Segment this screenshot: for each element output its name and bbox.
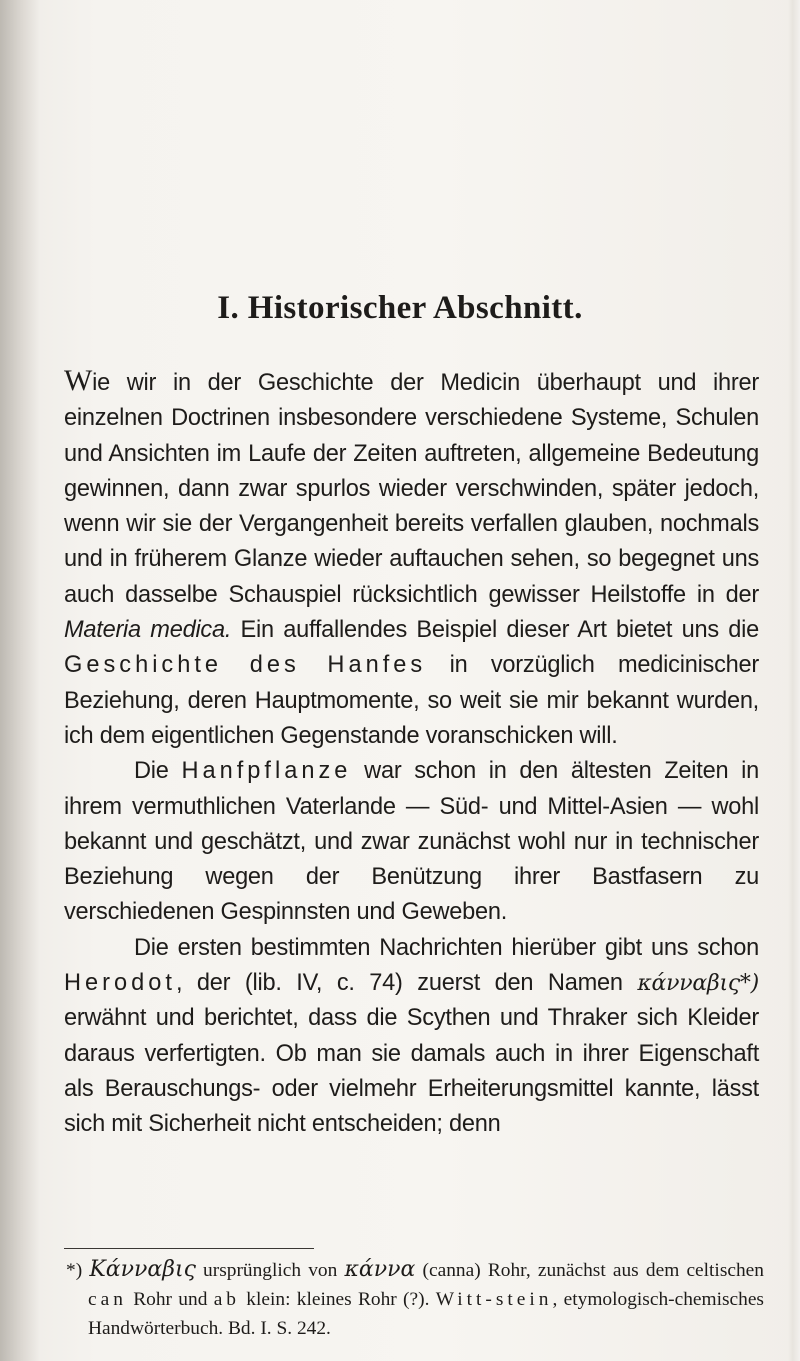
greek-kannabis: κάνναβις*) [637,971,759,997]
footnote-greek-kannabis: Κάνναβις [89,1257,196,1282]
emphasis-materia-medica: Materia medica. [64,617,232,644]
page-gutter-shadow [0,0,40,1361]
paragraph-2: Die Hanfpflanze war schon in den ältesten Zeiten in ihrem vermuthlichen Vaterlande — Süd- und Mittel-Asien — wohl bekannt und geschätzt, und zwar zunächst wohl nur in technischer Beziehung wegen der Benützung ihrer Bastfasern zu verschiedenen Gespinnsten und Geweben. [64,758,759,926]
footnote-greek-kanna: κάννα [344,1257,416,1282]
footnote-rule [64,1248,314,1249]
paragraph-1: Wie wir in der Geschichte der Medicin überhaupt und ihrer einzelnen Doctrinen insbesondere verschiedene Systeme, Schulen und Ansichten im Laufe der Zeiten auftreten, allgemeine Bedeutung gewinnen, dann zwar spurlos wieder verschwinden, später jedoch, wenn wir sie der Vergangenheit bereits verfallen glauben, nochmals und in früherem Glanze wieder auftauchen sehen, so begegnet uns auch dasselbe Schauspiel rücksichtlich gewisser Heilstoffe in der Materia medica. Ein auffallendes Beispiel dieser Art bietet uns die Geschichte des Hanfes in vorzüglich medicinischer Beziehung, deren Hauptmomente, so weit sie mir bekannt wurden, ich dem eigentlichen Gegenstande voranschicken will. [64,364,760,749]
footnote: *) Κάνναβις ursprünglich von κάννα (canna) Rohr, zunächst aus dem celtischen can Rohr und ab klein: kleines Rohr (?). Witt-stein, etymologisch-chemisches Handwörterbuch. Bd. I. S. 242. [66,1257,764,1339]
body-text [64,366,759,1143]
spaced-geschichte-des-hanfes: Geschichte des Hanfes [64,652,427,679]
spaced-herodot: Herodot [64,970,176,997]
section-title: I. Historischer Abschnitt. [217,290,583,326]
spaced-hanfpflanze: Hanfpflanze [181,758,352,785]
paragraph-3: Die ersten bestimmten Nachrichten hierüber gibt uns schon Herodot, der (lib. IV, c. 74) zuerst den Namen κάνναβις*) erwähnt und berichtet, dass die Scythen und Thraker sich Kleider daraus verfertigten. Ob man sie damals auch in ihrer Eigenschaft als Berauschungs- oder vielmehr Erheiterungsmittel kannte, lässt sich mit Sicherheit nicht entscheiden; denn [64,934,759,1138]
footnote-author: Witt-stein [435,1288,553,1310]
page-right-edge [788,0,800,1361]
drop-cap: W [64,364,93,397]
footnote-marker: *) [66,1260,83,1281]
